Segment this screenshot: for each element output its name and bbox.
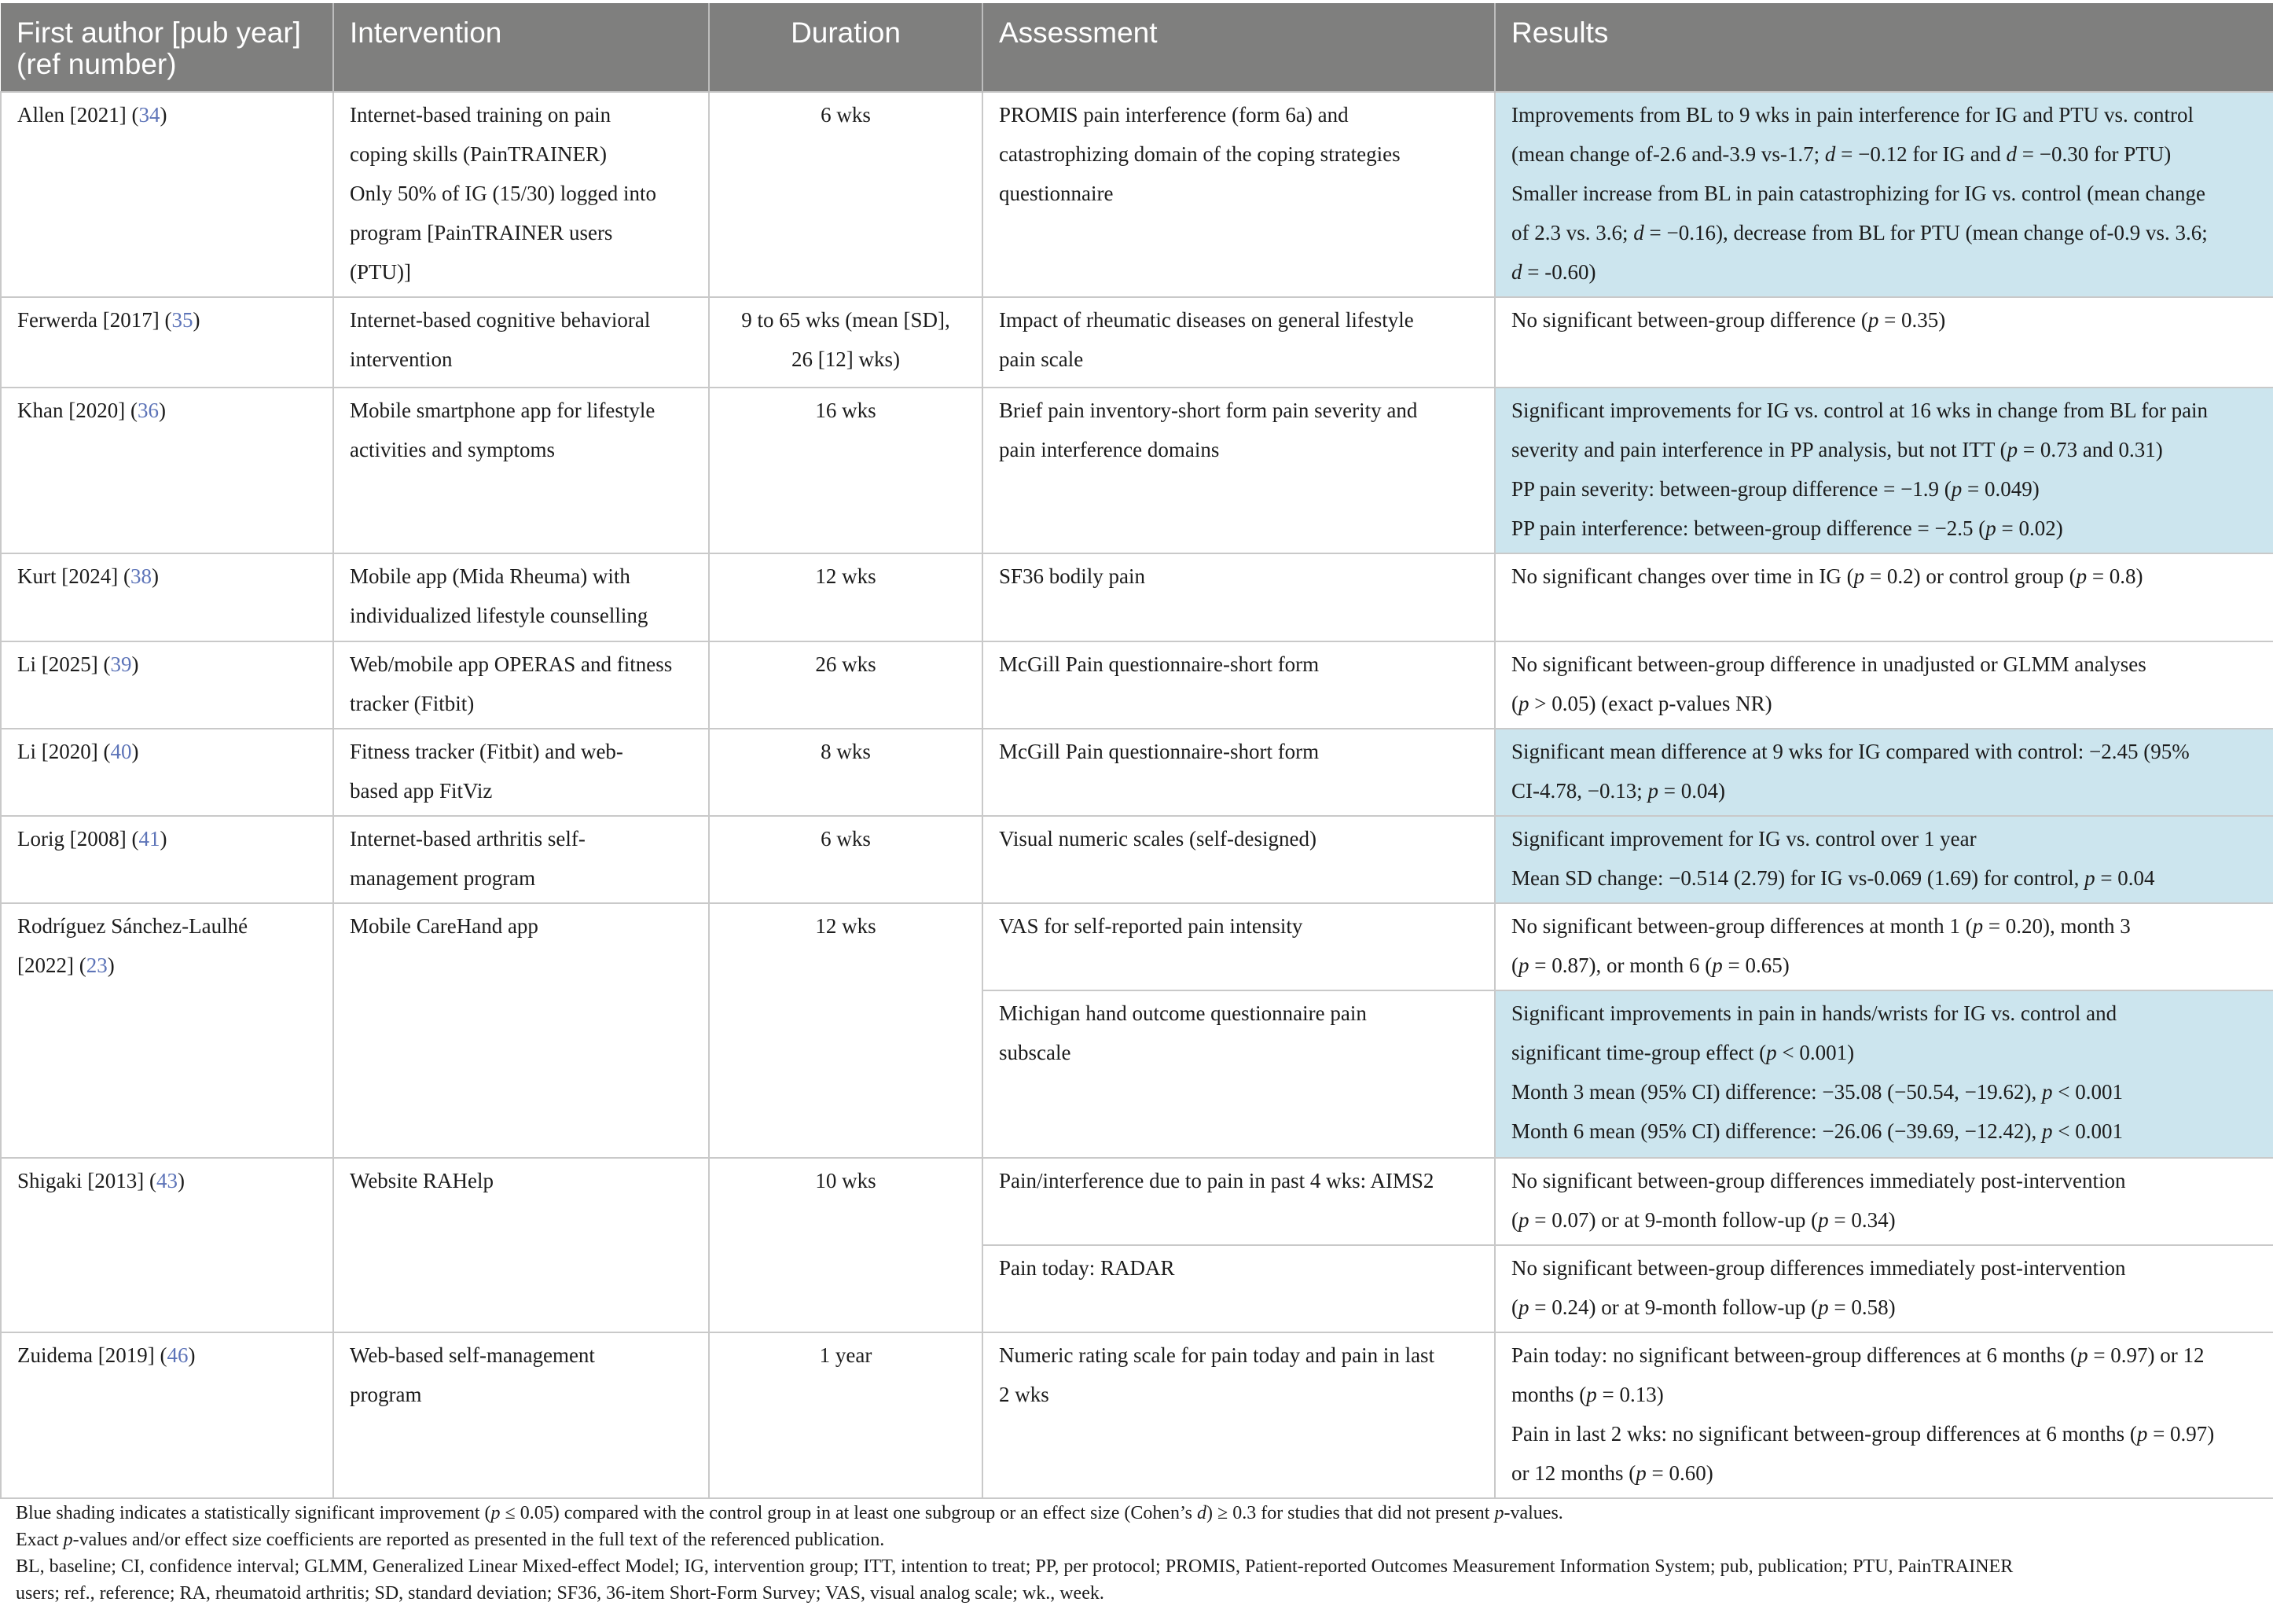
duration-line: 9 to 65 wks (mean [SD], bbox=[741, 308, 950, 332]
author-name-cont: [2022] (23) bbox=[17, 953, 115, 977]
result-line: Month 3 mean (95% CI) difference: −35.08 (−50.54, −19.62), p < 0.001 bbox=[1511, 1080, 2124, 1104]
results-cell-significant bbox=[1495, 388, 2273, 553]
author-cell: Li [2025] (39) bbox=[1, 641, 333, 729]
assessment-cell: VAS for self-reported pain intensity bbox=[982, 903, 1495, 990]
assessment-line: Brief pain inventory-short form pain severity and bbox=[999, 399, 1418, 422]
intervention-line: coping skills (PainTRAINER) bbox=[350, 142, 607, 166]
results-cell: No significant changes over time in IG (p = 0.2) or control group (p = 0.8) bbox=[1495, 553, 2273, 641]
table-row bbox=[1, 1158, 2273, 1245]
intervention-cell bbox=[333, 297, 709, 388]
author-name: Ferwerda [2017] bbox=[17, 308, 160, 332]
duration-cell: 16 wks bbox=[709, 388, 982, 553]
intervention-line: program bbox=[350, 1383, 422, 1406]
intervention-line: program [PainTRAINER users bbox=[350, 221, 613, 244]
reference-link[interactable]: 38 bbox=[130, 564, 152, 588]
assessment-cell: Pain today: RADAR bbox=[982, 1245, 1495, 1332]
author-cell: Shigaki [2013] (43) bbox=[1, 1158, 333, 1332]
result-line: No significant between-group differences immediately post-intervention bbox=[1511, 1169, 2126, 1192]
header-row bbox=[1, 3, 2273, 92]
assessment-cell: SF36 bodily pain bbox=[982, 553, 1495, 641]
result-line: or 12 months (p = 0.60) bbox=[1511, 1461, 1713, 1485]
intervention-cell bbox=[333, 1332, 709, 1498]
duration-cell: 8 wks bbox=[709, 729, 982, 816]
intervention-line: Internet-based arthritis self- bbox=[350, 827, 586, 851]
intervention-cell bbox=[333, 729, 709, 816]
duration-cell: 12 wks bbox=[709, 903, 982, 1158]
reference-link[interactable]: 46 bbox=[167, 1343, 189, 1367]
intervention-line: Web/mobile app OPERAS and fitness bbox=[350, 652, 673, 676]
intervention-line: (PTU)] bbox=[350, 260, 411, 284]
results-table bbox=[0, 3, 2273, 1499]
result-line: No significant between-group difference in unadjusted or GLMM analyses bbox=[1511, 652, 2146, 676]
duration-line: 26 [12] wks) bbox=[791, 347, 900, 371]
duration-cell: 6 wks bbox=[709, 816, 982, 903]
col-header-author bbox=[1, 3, 333, 92]
intervention-line: Mobile app (Mida Rheuma) with bbox=[350, 564, 630, 588]
results-cell bbox=[1495, 1332, 2273, 1498]
intervention-line: individualized lifestyle counselling bbox=[350, 604, 648, 627]
table-row bbox=[1, 388, 2273, 553]
duration-cell: 12 wks bbox=[709, 553, 982, 641]
author-cell: Lorig [2008] (41) bbox=[1, 816, 333, 903]
table-row bbox=[1, 729, 2273, 816]
col-header-results: Results bbox=[1495, 3, 2273, 92]
table-row bbox=[1, 816, 2273, 903]
footnote-shading: Blue shading indicates a statistically significant improvement (p ≤ 0.05) compared with the control group in at least one subgroup or an effect size (Cohen’s d) ≥ 0.3 for studies that did not present p-values. bbox=[16, 1503, 1563, 1523]
result-line: (mean change of-2.6 and-3.9 vs-1.7; d = −0.12 for IG and d = −0.30 for PTU) bbox=[1511, 142, 2172, 166]
author-cell: Kurt [2024] (38) bbox=[1, 553, 333, 641]
result-line: (p > 0.05) (exact p-values NR) bbox=[1511, 692, 1772, 715]
result-line: Mean SD change: −0.514 (2.79) for IG vs-0.069 (1.69) for control, p = 0.04 bbox=[1511, 866, 2155, 890]
result-line: No significant between-group differences at month 1 (p = 0.20), month 3 bbox=[1511, 914, 2131, 938]
result-line: (p = 0.24) or at 9-month follow-up (p = 0.58) bbox=[1511, 1295, 1896, 1319]
assessment-line: catastrophizing domain of the coping strategies bbox=[999, 142, 1401, 166]
author-name: Zuidema [2019] bbox=[17, 1343, 155, 1367]
table-row bbox=[1, 641, 2273, 729]
reference-link[interactable]: 43 bbox=[156, 1169, 178, 1192]
intervention-line: Only 50% of IG (15/30) logged into bbox=[350, 182, 656, 205]
col-header-duration: Duration bbox=[709, 3, 982, 92]
assessment-line: pain interference domains bbox=[999, 438, 1220, 461]
result-line: CI-4.78, −0.13; p = 0.04) bbox=[1511, 779, 1725, 803]
author-cell bbox=[1, 903, 333, 1158]
result-line: Significant improvement for IG vs. control over 1 year bbox=[1511, 827, 1977, 851]
author-cell: Ferwerda [2017] (35) bbox=[1, 297, 333, 388]
table-row bbox=[1, 553, 2273, 641]
assessment-cell bbox=[982, 297, 1495, 388]
assessment-cell bbox=[982, 1332, 1495, 1498]
intervention-cell bbox=[333, 92, 709, 297]
author-name: Li [2020] bbox=[17, 740, 98, 763]
result-line: of 2.3 vs. 3.6; d = −0.16), decrease from BL for PTU (mean change of-0.9 vs. 3.6; bbox=[1511, 221, 2208, 244]
result-line: Pain today: no significant between-group differences at 6 months (p = 0.97) or 12 bbox=[1511, 1343, 2205, 1367]
duration-cell: 6 wks bbox=[709, 92, 982, 297]
result-line: Smaller increase from BL in pain catastrophizing for IG vs. control (mean change bbox=[1511, 182, 2205, 205]
intervention-line: Web-based self-management bbox=[350, 1343, 595, 1367]
assessment-line: Impact of rheumatic diseases on general lifestyle bbox=[999, 308, 1414, 332]
assessment-cell bbox=[982, 990, 1495, 1158]
footnote-abbreviations: BL, baseline; CI, confidence interval; GLMM, Generalized Linear Mixed-effect Model; IG, intervention group; ITT, intention to treat; PP, per protocol; PROMIS, Patient-reported Outcomes Measurement Information System; pub, publication; PTU, PainTRAINER bbox=[16, 1556, 2014, 1577]
assessment-cell: McGill Pain questionnaire-short form bbox=[982, 729, 1495, 816]
author-cell: Khan [2020] (36) bbox=[1, 388, 333, 553]
results-cell bbox=[1495, 1245, 2273, 1332]
col-header-intervention: Intervention bbox=[333, 3, 709, 92]
intervention-line: based app FitViz bbox=[350, 779, 493, 803]
table-row bbox=[1, 92, 2273, 297]
author-name: Kurt [2024] bbox=[17, 564, 119, 588]
intervention-line: activities and symptoms bbox=[350, 438, 555, 461]
results-cell: No significant between-group difference (p = 0.35) bbox=[1495, 297, 2273, 388]
results-cell-significant bbox=[1495, 990, 2273, 1158]
author-name: Allen [2021] bbox=[17, 103, 127, 127]
result-line: Significant mean difference at 9 wks for IG compared with control: −2.45 (95% bbox=[1511, 740, 2190, 763]
result-line: (p = 0.07) or at 9-month follow-up (p = 0.34) bbox=[1511, 1208, 1896, 1232]
author-name: Rodríguez Sánchez-Laulhé bbox=[17, 914, 248, 938]
author-cell: Li [2020] (40) bbox=[1, 729, 333, 816]
result-line: (p = 0.87), or month 6 (p = 0.65) bbox=[1511, 953, 1790, 977]
table-row bbox=[1, 1332, 2273, 1498]
assessment-cell: McGill Pain questionnaire-short form bbox=[982, 641, 1495, 729]
assessment-line: Michigan hand outcome questionnaire pain bbox=[999, 1001, 1367, 1025]
assessment-line: subscale bbox=[999, 1041, 1071, 1064]
footnote-abbreviations-cont: users; ref., reference; RA, rheumatoid arthritis; SD, standard deviation; SF36, 36-item Short-Form Survey; VAS, visual analog scale; wk., week. bbox=[16, 1583, 1104, 1604]
duration-cell: 10 wks bbox=[709, 1158, 982, 1332]
reference-link[interactable]: 41 bbox=[138, 827, 160, 851]
reference-link[interactable]: 34 bbox=[138, 103, 160, 127]
author-name: Li [2025] bbox=[17, 652, 98, 676]
intervention-cell bbox=[333, 641, 709, 729]
duration-cell: 26 wks bbox=[709, 641, 982, 729]
results-cell bbox=[1495, 903, 2273, 990]
assessment-line: PROMIS pain interference (form 6a) and bbox=[999, 103, 1349, 127]
author-name: Lorig [2008] bbox=[17, 827, 127, 851]
duration-cell: 1 year bbox=[709, 1332, 982, 1498]
intervention-cell bbox=[333, 553, 709, 641]
intervention-cell bbox=[333, 816, 709, 903]
reference-link[interactable]: 36 bbox=[137, 399, 159, 422]
result-line: months (p = 0.13) bbox=[1511, 1383, 1664, 1406]
col-header-author-line1: First author [pub year] bbox=[17, 17, 301, 49]
footnote-exact-values: Exact p-values and/or effect size coefficients are reported as presented in the full text of the referenced publication. bbox=[16, 1530, 885, 1550]
author-cell: Allen [2021] (34) bbox=[1, 92, 333, 297]
reference-link[interactable]: 40 bbox=[110, 740, 132, 763]
reference-link[interactable]: 23 bbox=[86, 953, 108, 977]
result-line: Significant improvements in pain in hands/wrists for IG vs. control and bbox=[1511, 1001, 2117, 1025]
result-line: Month 6 mean (95% CI) difference: −26.06 (−39.69, −12.42), p < 0.001 bbox=[1511, 1119, 2124, 1143]
assessment-cell: Pain/interference due to pain in past 4 wks: AIMS2 bbox=[982, 1158, 1495, 1245]
author-name: Shigaki [2013] bbox=[17, 1169, 145, 1192]
results-cell bbox=[1495, 641, 2273, 729]
assessment-cell bbox=[982, 92, 1495, 297]
col-header-author-line2: (ref number) bbox=[17, 48, 177, 80]
intervention-line: Internet-based training on pain bbox=[350, 103, 611, 127]
results-cell-significant bbox=[1495, 729, 2273, 816]
duration-cell bbox=[709, 297, 982, 388]
intervention-cell: Mobile CareHand app bbox=[333, 903, 709, 1158]
result-line: PP pain severity: between-group difference = −1.9 (p = 0.049) bbox=[1511, 477, 2040, 501]
result-line: Significant improvements for IG vs. control at 16 wks in change from BL for pain bbox=[1511, 399, 2209, 422]
reference-link[interactable]: 39 bbox=[110, 652, 132, 676]
result-line: significant time-group effect (p < 0.001) bbox=[1511, 1041, 1855, 1064]
results-cell bbox=[1495, 1158, 2273, 1245]
assessment-cell bbox=[982, 388, 1495, 553]
col-header-assessment: Assessment bbox=[982, 3, 1495, 92]
table-row bbox=[1, 903, 2273, 990]
reference-link[interactable]: 35 bbox=[171, 308, 193, 332]
assessment-line: Numeric rating scale for pain today and pain in last bbox=[999, 1343, 1435, 1367]
author-name: Khan [2020] bbox=[17, 399, 126, 422]
result-line: No significant between-group differences immediately post-intervention bbox=[1511, 1256, 2126, 1280]
intervention-line: Mobile smartphone app for lifestyle bbox=[350, 399, 655, 422]
intervention-line: intervention bbox=[350, 347, 453, 371]
intervention-line: Internet-based cognitive behavioral bbox=[350, 308, 651, 332]
result-line: Improvements from BL to 9 wks in pain interference for IG and PTU vs. control bbox=[1511, 103, 2194, 127]
assessment-line: 2 wks bbox=[999, 1383, 1049, 1406]
assessment-line: pain scale bbox=[999, 347, 1084, 371]
table-row bbox=[1, 297, 2273, 388]
assessment-line: questionnaire bbox=[999, 182, 1114, 205]
intervention-line: Fitness tracker (Fitbit) and web- bbox=[350, 740, 623, 763]
results-cell-significant bbox=[1495, 92, 2273, 297]
table-footnotes bbox=[16, 1500, 2264, 1607]
intervention-cell bbox=[333, 388, 709, 553]
result-line: severity and pain interference in PP analysis, but not ITT (p = 0.73 and 0.31) bbox=[1511, 438, 2163, 461]
result-line: Pain in last 2 wks: no significant between-group differences at 6 months (p = 0.97) bbox=[1511, 1422, 2215, 1446]
results-cell-significant bbox=[1495, 816, 2273, 903]
intervention-line: management program bbox=[350, 866, 536, 890]
intervention-line: tracker (Fitbit) bbox=[350, 692, 475, 715]
author-cell: Zuidema [2019] (46) bbox=[1, 1332, 333, 1498]
result-line: d = -0.60) bbox=[1511, 260, 1596, 284]
intervention-cell: Website RAHelp bbox=[333, 1158, 709, 1332]
result-line: PP pain interference: between-group difference = −2.5 (p = 0.02) bbox=[1511, 516, 2063, 540]
assessment-cell: Visual numeric scales (self-designed) bbox=[982, 816, 1495, 903]
